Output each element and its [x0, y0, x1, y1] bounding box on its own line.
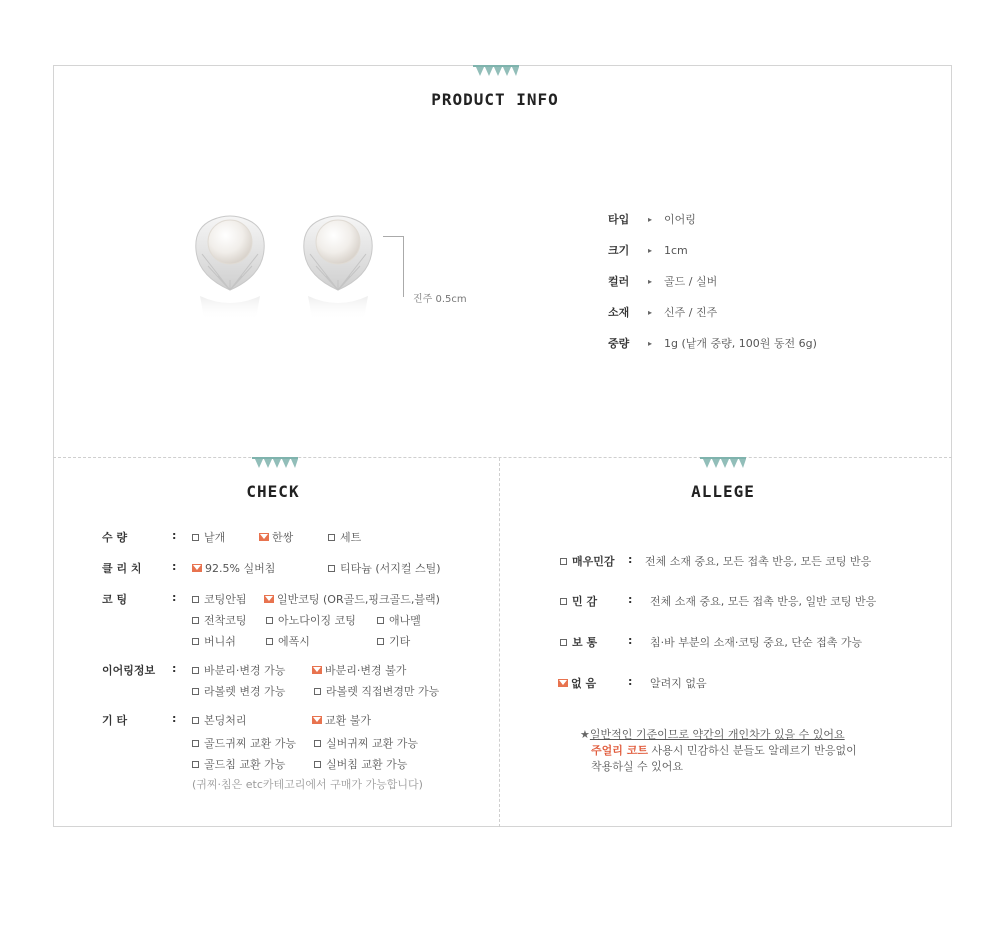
product-info-frame [53, 65, 952, 827]
checkbox-icon[interactable] [192, 740, 199, 747]
allege-ornament-icon [700, 457, 746, 469]
option-epoxy[interactable] [266, 633, 310, 649]
checkbox-icon[interactable] [266, 617, 273, 624]
allege-description: 침·바 부분의 소재·코팅 중요, 단순 접촉 가능 [650, 636, 863, 649]
allergy-warning [580, 727, 900, 775]
checkbox-icon[interactable] [192, 667, 199, 674]
section-divider-horizontal [53, 457, 952, 458]
option-label: 기타 [389, 635, 411, 648]
spec-key: 크기 [608, 244, 630, 257]
checkbox-icon[interactable] [377, 617, 384, 624]
checkbox-checked-icon[interactable] [259, 533, 269, 541]
check-title: CHECK [246, 482, 300, 501]
allege-description: 알려지 없음 [650, 677, 707, 690]
arrow-right-icon: ▸ [648, 245, 653, 255]
warning-line-1: 일반적인 기준이므로 약간의 개인차가 있을 수 있어요 [589, 728, 845, 741]
arrow-right-icon: ▸ [648, 214, 653, 224]
product-info-title: PRODUCT INFO [431, 90, 559, 109]
option-enamel[interactable] [377, 612, 421, 628]
checkbox-icon[interactable] [192, 761, 199, 768]
allege-title: ALLEGE [691, 482, 755, 501]
checkbox-icon[interactable] [266, 638, 273, 645]
purchase-note: (귀찌·침은 etc카테고리에서 구매가 가능합니다) [192, 778, 423, 791]
checkbox-checked-icon[interactable] [558, 679, 568, 687]
checkbox-icon[interactable] [328, 534, 335, 541]
option-bonding[interactable] [192, 712, 247, 728]
option-label: 한쌍 [272, 531, 294, 544]
option-varnish[interactable] [192, 633, 236, 649]
label-sterling: 클 리 치 [102, 562, 142, 575]
spec-row-color [608, 273, 717, 289]
option-label: 코팅안됨 [204, 593, 247, 606]
option-bar-not-separable[interactable] [312, 662, 406, 678]
arrow-right-icon: ▸ [648, 307, 653, 317]
arrow-right-icon: ▸ [648, 276, 653, 286]
option-bar-separable[interactable] [192, 662, 285, 678]
option-normal-coating[interactable] [264, 591, 440, 607]
section-divider-vertical [499, 458, 500, 827]
option-single[interactable] [192, 529, 225, 545]
allege-very-sensitive[interactable] [560, 553, 615, 569]
checkbox-icon[interactable] [560, 598, 567, 605]
colon: : [628, 553, 633, 566]
checkbox-icon[interactable] [314, 761, 321, 768]
option-silver-earhook[interactable] [314, 735, 418, 751]
option-rivet-changeable[interactable] [192, 683, 285, 699]
spec-key: 컬러 [608, 275, 630, 288]
brand-name: 주얼리 코트 [591, 744, 648, 757]
star-icon: ★ [580, 728, 590, 741]
check-ornament-icon [252, 457, 298, 469]
checkbox-icon[interactable] [377, 638, 384, 645]
option-label: 바분리·변경 불가 [325, 664, 407, 677]
shell-pearl-earrings-image [190, 210, 390, 325]
option-label: 바분리·변경 가능 [204, 664, 286, 677]
option-label: 에폭시 [278, 635, 310, 648]
option-925-silver[interactable] [192, 560, 275, 576]
allege-normal[interactable] [560, 634, 597, 650]
option-label: 아노다이징 코팅 [278, 614, 356, 627]
option-label: 티타늄 (서지컬 스틸) [340, 562, 441, 575]
option-label: 낱개 [204, 531, 226, 544]
colon: : [172, 560, 177, 573]
arrow-right-icon: ▸ [648, 338, 653, 348]
option-label: 골드귀찌 교환 가능 [204, 737, 297, 750]
checkbox-checked-icon[interactable] [312, 716, 322, 724]
checkbox-icon[interactable] [192, 688, 199, 695]
colon: : [628, 593, 633, 606]
option-no-exchange[interactable] [312, 712, 371, 728]
checkbox-icon[interactable] [192, 534, 199, 541]
spec-row-size [608, 242, 688, 258]
colon: : [172, 529, 177, 542]
option-label: 전착코팅 [204, 614, 247, 627]
spec-key: 타입 [608, 213, 630, 226]
colon: : [172, 712, 177, 725]
spec-value: 1g (낱개 중량, 100원 동전 6g) [664, 337, 817, 350]
spec-row-material [608, 304, 717, 320]
colon: : [172, 591, 177, 604]
allege-sensitive[interactable] [560, 593, 597, 609]
option-label: 버니쉬 [204, 635, 236, 648]
pearl-size-callout-line [383, 236, 404, 297]
allege-label: 보 통 [572, 636, 598, 649]
checkbox-checked-icon[interactable] [192, 564, 202, 572]
spec-row-weight [608, 335, 817, 351]
option-label: 애나멜 [389, 614, 421, 627]
allege-description: 전체 소재 중요, 모든 접촉 반응, 일반 코팅 반응 [650, 595, 877, 608]
option-label: 실버귀찌 교환 가능 [326, 737, 419, 750]
checkbox-icon[interactable] [560, 558, 567, 565]
option-set[interactable] [328, 529, 361, 545]
option-anodizing[interactable] [266, 612, 356, 628]
option-label: 세트 [340, 531, 362, 544]
title-ornament-icon [473, 65, 519, 77]
option-silver-post[interactable] [314, 756, 407, 772]
checkbox-icon[interactable] [314, 740, 321, 747]
option-label: 본딩처리 [204, 714, 247, 727]
allege-label: 없 음 [571, 677, 597, 690]
checkbox-checked-icon[interactable] [264, 595, 274, 603]
spec-value: 신주 / 진주 [664, 306, 718, 319]
option-label: 실버침 교환 가능 [326, 758, 408, 771]
label-coating: 코 팅 [102, 593, 128, 606]
checkbox-icon[interactable] [328, 565, 335, 572]
option-label: 일반코팅 (OR골드,핑크골드,블랙) [277, 593, 440, 606]
option-other[interactable] [377, 633, 410, 649]
allege-description: 전체 소재 중요, 모든 접촉 반응, 모든 코팅 반응 [645, 555, 872, 568]
spec-value: 골드 / 실버 [664, 275, 718, 288]
checkbox-icon[interactable] [192, 638, 199, 645]
option-electro-coating[interactable] [192, 612, 247, 628]
label-earring-info: 이어링정보 [102, 664, 156, 677]
label-etc: 기 타 [102, 714, 128, 727]
warning-line-3: 착용하실 수 있어요 [591, 760, 684, 773]
allege-none[interactable] [558, 675, 596, 691]
option-label: 라볼렛 직접변경만 가능 [326, 685, 440, 698]
option-gold-post[interactable] [192, 756, 285, 772]
allege-label: 매우민감 [572, 555, 615, 568]
spec-row-type [608, 211, 696, 227]
colon: : [628, 634, 633, 647]
checkbox-icon[interactable] [560, 639, 567, 646]
spec-value: 1cm [664, 243, 688, 257]
option-pair[interactable] [259, 529, 293, 545]
spec-key: 소재 [608, 306, 630, 319]
option-label: 92.5% 실버침 [205, 562, 276, 575]
checkbox-icon[interactable] [192, 596, 199, 603]
checkbox-checked-icon[interactable] [312, 666, 322, 674]
option-rivet-direct-only[interactable] [314, 683, 439, 699]
spec-key: 중량 [608, 337, 630, 350]
colon: : [628, 675, 633, 688]
option-label: 교환 불가 [325, 714, 372, 727]
checkbox-icon[interactable] [192, 717, 199, 724]
warning-line-2: 사용시 민감하신 분들도 알레르기 반응없이 [647, 744, 857, 757]
pearl-size-callout: 진주 0.5cm [413, 294, 467, 305]
allege-label: 민 감 [572, 595, 598, 608]
option-label: 골드침 교환 가능 [204, 758, 286, 771]
spec-value: 이어링 [664, 213, 696, 226]
label-quantity: 수 량 [102, 531, 128, 544]
checkbox-icon[interactable] [192, 617, 199, 624]
option-gold-earhook[interactable] [192, 735, 296, 751]
colon: : [172, 662, 177, 675]
option-titanium[interactable] [328, 560, 441, 576]
option-label: 라볼렛 변경 가능 [204, 685, 286, 698]
option-no-coating[interactable] [192, 591, 247, 607]
checkbox-icon[interactable] [314, 688, 321, 695]
